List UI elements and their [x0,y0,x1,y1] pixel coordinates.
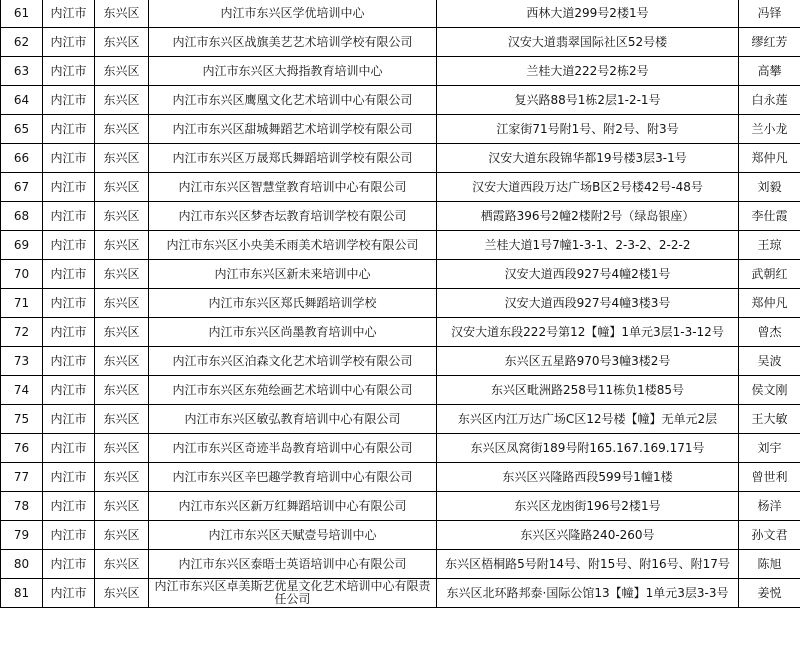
organization-name-cell: 内江市东兴区卓美斯艺优星文化艺术培训中心有限责任公司 [149,579,437,608]
district-cell: 东兴区 [95,144,149,173]
contact-person-cell: 吴波 [739,347,800,376]
city-cell: 内江市 [43,405,95,434]
table-row [1,115,800,144]
district-cell: 东兴区 [95,231,149,260]
address-cell: 汉安大道翡翠国际社区52号楼 [437,28,739,57]
district-cell: 东兴区 [95,289,149,318]
district-cell: 东兴区 [95,318,149,347]
organization-name-cell: 内江市东兴区奇迹半岛教育培训中心有限公司 [149,434,437,463]
row-number-cell: 67 [1,173,43,202]
contact-person-cell: 刘毅 [739,173,800,202]
address-cell: 汉安大道西段927号4幢2楼1号 [437,260,739,289]
district-cell: 东兴区 [95,376,149,405]
address-cell: 东兴区毗洲路258号11栋负1楼85号 [437,376,739,405]
organization-name-cell: 内江市东兴区鹰凰文化艺术培训中心有限公司 [149,86,437,115]
row-number-cell: 70 [1,260,43,289]
address-cell: 汉安大道西段927号4幢3楼3号 [437,289,739,318]
row-number-cell: 61 [1,0,43,28]
row-number-cell: 69 [1,231,43,260]
district-cell: 东兴区 [95,405,149,434]
row-number-cell: 66 [1,144,43,173]
address-cell: 东兴区龙凼街196号2楼1号 [437,492,739,521]
district-cell: 东兴区 [95,28,149,57]
address-cell: 东兴区梧桐路5号附14号、附15号、附16号、附17号 [437,550,739,579]
district-cell: 东兴区 [95,173,149,202]
contact-person-cell: 陈旭 [739,550,800,579]
district-cell: 东兴区 [95,115,149,144]
row-number-cell: 65 [1,115,43,144]
district-cell: 东兴区 [95,57,149,86]
contact-person-cell: 李仕霞 [739,202,800,231]
city-cell: 内江市 [43,376,95,405]
table-row [1,144,800,173]
table-row [1,492,800,521]
row-number-cell: 72 [1,318,43,347]
row-number-cell: 71 [1,289,43,318]
organization-name-cell: 内江市东兴区郑氏舞蹈培训学校 [149,289,437,318]
organization-name-cell: 内江市东兴区万晟郑氏舞蹈培训学校有限公司 [149,144,437,173]
organization-name-cell: 内江市东兴区辛巴趣学教育培训中心有限公司 [149,463,437,492]
organization-name-cell: 内江市东兴区小央美禾雨美术培训学校有限公司 [149,231,437,260]
city-cell: 内江市 [43,260,95,289]
table-row [1,434,800,463]
organization-name-cell: 内江市东兴区东苑绘画艺术培训中心有限公司 [149,376,437,405]
contact-person-cell: 武朝红 [739,260,800,289]
address-cell: 东兴区凤窝街189号附165.167.169.171号 [437,434,739,463]
row-number-cell: 73 [1,347,43,376]
organization-name-cell: 内江市东兴区天赋壹号培训中心 [149,521,437,550]
city-cell: 内江市 [43,521,95,550]
row-number-cell: 64 [1,86,43,115]
city-cell: 内江市 [43,579,95,608]
table-row [1,86,800,115]
table-row [1,57,800,86]
table-row [1,0,800,28]
city-cell: 内江市 [43,86,95,115]
contact-person-cell: 侯文刚 [739,376,800,405]
address-cell: 栖霞路396号2幢2楼附2号（绿岛银座） [437,202,739,231]
contact-person-cell: 高攀 [739,57,800,86]
organization-name-cell: 内江市东兴区战旗美艺艺术培训学校有限公司 [149,28,437,57]
contact-person-cell: 王大敏 [739,405,800,434]
address-cell: 汉安大道西段万达广场B区2号楼42号-48号 [437,173,739,202]
organization-name-cell: 内江市东兴区尚墨教育培训中心 [149,318,437,347]
table-row [1,521,800,550]
row-number-cell: 75 [1,405,43,434]
address-cell: 东兴区内江万达广场C区12号楼【幢】无单元2层 [437,405,739,434]
contact-person-cell: 缪红芳 [739,28,800,57]
contact-person-cell: 曾杰 [739,318,800,347]
row-number-cell: 79 [1,521,43,550]
table-row [1,202,800,231]
table-row [1,289,800,318]
organization-name-cell: 内江市东兴区泊森文化艺术培训学校有限公司 [149,347,437,376]
organization-name-cell: 内江市东兴区新万红舞蹈培训中心有限公司 [149,492,437,521]
city-cell: 内江市 [43,231,95,260]
table-row [1,463,800,492]
contact-person-cell: 兰小龙 [739,115,800,144]
contact-person-cell: 孙文君 [739,521,800,550]
table-row [1,347,800,376]
organization-name-cell: 内江市东兴区甜城舞蹈艺术培训学校有限公司 [149,115,437,144]
row-number-cell: 77 [1,463,43,492]
address-cell: 东兴区五星路970号3幢3楼2号 [437,347,739,376]
city-cell: 内江市 [43,463,95,492]
city-cell: 内江市 [43,0,95,28]
address-cell: 江家街71号附1号、附2号、附3号 [437,115,739,144]
contact-person-cell: 曾世利 [739,463,800,492]
address-cell: 复兴路88号1栋2层1-2-1号 [437,86,739,115]
organization-name-cell: 内江市东兴区敏弘教育培训中心有限公司 [149,405,437,434]
table-row [1,550,800,579]
city-cell: 内江市 [43,289,95,318]
city-cell: 内江市 [43,173,95,202]
contact-person-cell: 王琼 [739,231,800,260]
table-row [1,173,800,202]
table-body [1,0,800,608]
row-number-cell: 78 [1,492,43,521]
district-cell: 东兴区 [95,86,149,115]
address-cell: 兰桂大道1号7幢1-3-1、2-3-2、2-2-2 [437,231,739,260]
row-number-cell: 74 [1,376,43,405]
organization-name-cell: 内江市东兴区大拇指教育培训中心 [149,57,437,86]
district-cell: 东兴区 [95,202,149,231]
city-cell: 内江市 [43,144,95,173]
city-cell: 内江市 [43,318,95,347]
row-number-cell: 81 [1,579,43,608]
row-number-cell: 76 [1,434,43,463]
district-cell: 东兴区 [95,492,149,521]
table-row [1,231,800,260]
row-number-cell: 80 [1,550,43,579]
row-number-cell: 63 [1,57,43,86]
organization-name-cell: 内江市东兴区泰晤士英语培训中心有限公司 [149,550,437,579]
address-cell: 东兴区兴隆路240-260号 [437,521,739,550]
city-cell: 内江市 [43,57,95,86]
address-cell: 汉安大道东段锦华都19号楼3层3-1号 [437,144,739,173]
district-cell: 东兴区 [95,550,149,579]
district-cell: 东兴区 [95,579,149,608]
city-cell: 内江市 [43,550,95,579]
contact-person-cell: 郑仲凡 [739,289,800,318]
district-cell: 东兴区 [95,434,149,463]
city-cell: 内江市 [43,115,95,144]
district-cell: 东兴区 [95,0,149,28]
address-cell: 东兴区兴隆路西段599号1幢1楼 [437,463,739,492]
organization-name-cell: 内江市东兴区学优培训中心 [149,0,437,28]
address-cell: 汉安大道东段222号第12【幢】1单元3层1-3-12号 [437,318,739,347]
organization-name-cell: 内江市东兴区新未来培训中心 [149,260,437,289]
district-cell: 东兴区 [95,260,149,289]
district-cell: 东兴区 [95,463,149,492]
organization-name-cell: 内江市东兴区智慧堂教育培训中心有限公司 [149,173,437,202]
address-cell: 东兴区北环路邦泰·国际公馆13【幢】1单元3层3-3号 [437,579,739,608]
address-cell: 西林大道299号2楼1号 [437,0,739,28]
contact-person-cell: 刘宇 [739,434,800,463]
row-number-cell: 68 [1,202,43,231]
district-cell: 东兴区 [95,521,149,550]
table-row [1,318,800,347]
city-cell: 内江市 [43,202,95,231]
table-row [1,28,800,57]
address-cell: 兰桂大道222号2栋2号 [437,57,739,86]
city-cell: 内江市 [43,28,95,57]
district-cell: 东兴区 [95,347,149,376]
city-cell: 内江市 [43,347,95,376]
contact-person-cell: 冯铎 [739,0,800,28]
contact-person-cell: 白永莲 [739,86,800,115]
table-row [1,579,800,608]
contact-person-cell: 郑仲凡 [739,144,800,173]
table-row [1,405,800,434]
table-row [1,260,800,289]
contact-person-cell: 姜悦 [739,579,800,608]
city-cell: 内江市 [43,434,95,463]
organization-name-cell: 内江市东兴区梦杏坛教育培训学校有限公司 [149,202,437,231]
city-cell: 内江市 [43,492,95,521]
contact-person-cell: 杨洋 [739,492,800,521]
row-number-cell: 62 [1,28,43,57]
table-row [1,376,800,405]
